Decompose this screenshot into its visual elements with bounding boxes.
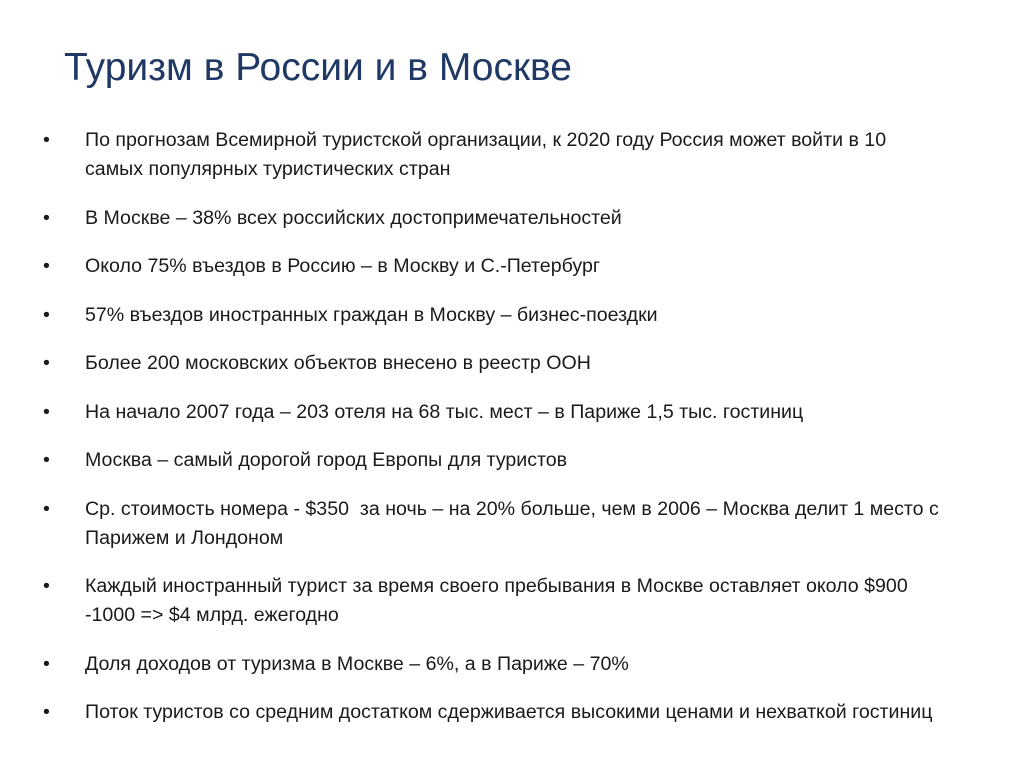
- list-item: [38, 446, 948, 475]
- bullet-text: В Москве – 38% всех российских достопримечательностей: [85, 206, 622, 229]
- list-item: [38, 252, 948, 281]
- bullet-icon: •: [43, 129, 50, 151]
- bullet-icon: •: [43, 701, 50, 723]
- bullet-text: Около 75% въездов в Россию – в Москву и С.-Петербург: [85, 255, 601, 277]
- bullet-text: Поток туристов со средним достатком сдерживается высокими ценами и нехваткой гостиниц: [85, 701, 933, 723]
- bullet-icon: •: [43, 352, 50, 374]
- list-item: [38, 204, 948, 233]
- bullet-text: Доля доходов от туризма в Москве – 6%, а в Париже – 70%: [85, 652, 629, 675]
- bullet-list: [38, 126, 948, 747]
- bullet-icon: •: [43, 400, 50, 423]
- bullet-icon: •: [43, 303, 50, 326]
- bullet-icon: •: [43, 652, 50, 675]
- slide-title: Туризм в России и в Москве: [64, 46, 572, 89]
- bullet-icon: •: [43, 255, 50, 277]
- bullet-text: Ср. стоимость номера - $350 за ночь – на 20% больше, чем в 2006 – Москва делит 1 место с Парижем и Лондоном: [85, 497, 945, 549]
- list-item: [38, 650, 948, 679]
- bullet-icon: •: [43, 449, 50, 471]
- bullet-text: 57% въездов иностранных граждан в Москву – бизнес-поездки: [85, 303, 658, 326]
- list-item: [38, 301, 948, 330]
- bullet-text: Более 200 московских объектов внесено в реестр ООН: [85, 352, 591, 374]
- list-item: [38, 698, 948, 727]
- bullet-icon: •: [43, 497, 50, 520]
- list-item: [38, 349, 948, 378]
- bullet-text: Каждый иностранный турист за время своего пребывания в Москве оставляет около $900 -1000 => $4 млрд. ежегодно: [85, 575, 908, 626]
- bullet-text: По прогнозам Всемирной туристской организации, к 2020 году Россия может войти в 10 самых популярных туристических стран: [85, 129, 887, 180]
- bullet-text: На начало 2007 года – 203 отеля на 68 тыс. мест – в Париже 1,5 тыс. гостиниц: [85, 400, 804, 423]
- bullet-icon: •: [43, 206, 50, 229]
- bullet-text: Москва – самый дорогой город Европы для туристов: [85, 449, 568, 471]
- list-item: [38, 495, 948, 553]
- bullet-icon: •: [43, 575, 50, 597]
- list-item: [38, 572, 948, 630]
- list-item: [38, 398, 948, 427]
- list-item: [38, 126, 948, 184]
